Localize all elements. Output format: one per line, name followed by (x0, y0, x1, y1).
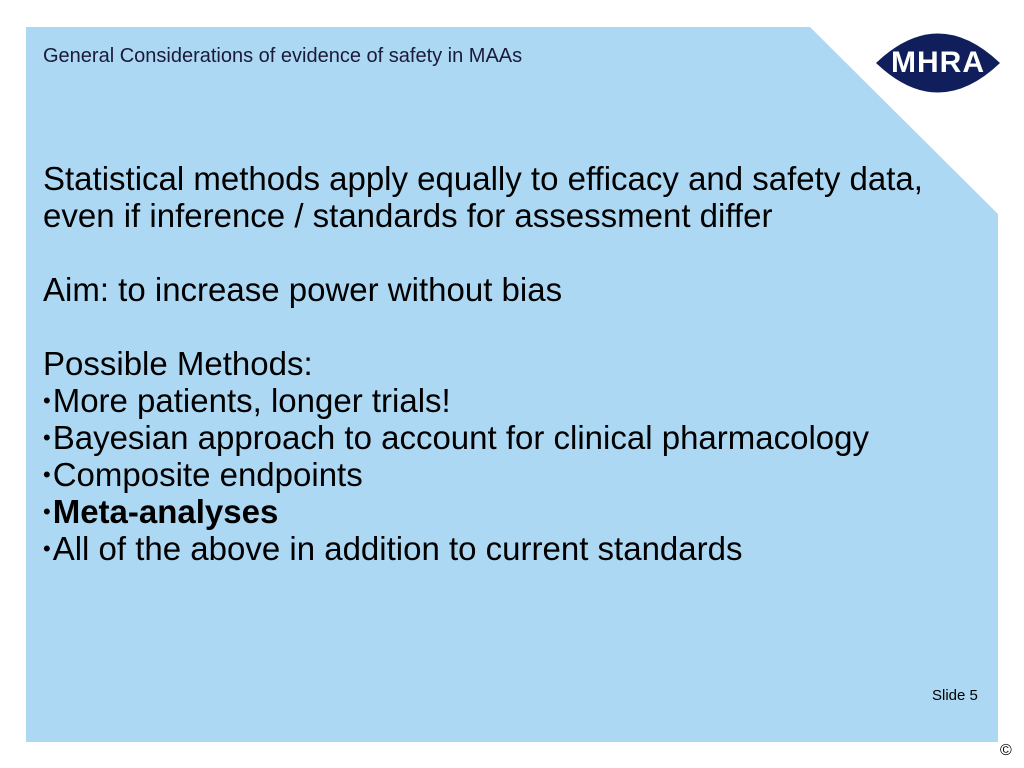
method-text: Composite endpoints (52, 456, 363, 493)
bullet-icon: • (43, 536, 51, 561)
methods-heading: Possible Methods: (43, 345, 313, 382)
slide-header-title: General Considerations of evidence of safety in MAAs (43, 45, 523, 67)
list-item (43, 419, 973, 456)
bullet-icon: • (43, 388, 51, 413)
list-item (43, 456, 973, 493)
slide-number: Slide 5 (932, 687, 978, 704)
list-item (43, 530, 973, 567)
mhra-logo (875, 26, 1001, 100)
slide-body (43, 160, 973, 567)
bullet-icon: • (43, 499, 51, 524)
copyright-symbol: © (1000, 742, 1012, 759)
aim-statement: Aim: to increase power without bias (43, 271, 563, 308)
list-item (43, 493, 973, 530)
method-text: Bayesian approach to account for clinical pharmacology (52, 419, 870, 456)
methods-list (43, 382, 973, 567)
method-text-highlighted: Meta-analyses (52, 493, 279, 530)
method-text: More patients, longer trials! (52, 382, 451, 419)
method-text: All of the above in addition to current standards (52, 530, 743, 567)
mhra-logo-text: MHRA (891, 46, 985, 79)
list-item (43, 382, 973, 419)
bullet-icon: • (43, 425, 51, 450)
intro-statement: Statistical methods apply equally to efficacy and safety data, even if inference / standards for assessment differ (43, 160, 923, 234)
bullet-icon: • (43, 462, 51, 487)
